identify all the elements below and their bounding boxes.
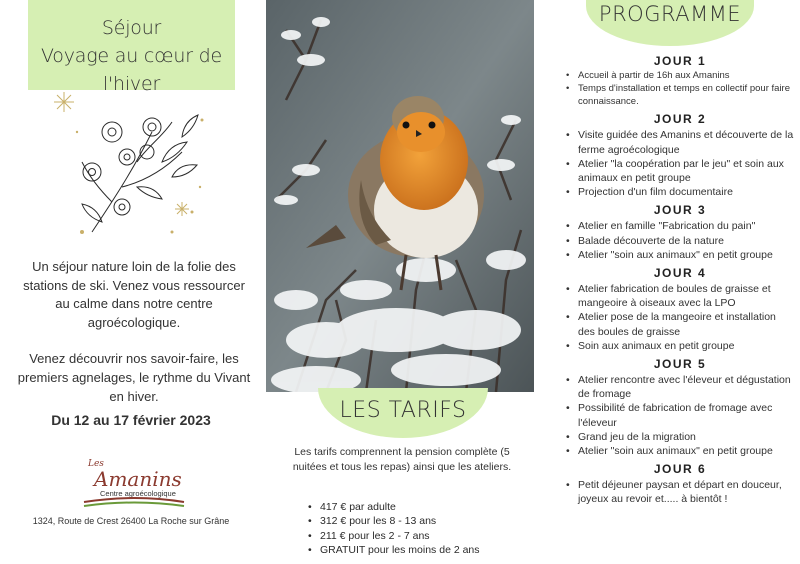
list-item: • Temps d'installation et temps en collectif pour faire connaissance. [566,83,794,109]
intro-text [16,258,252,406]
list-item: • Atelier "soin aux animaux" en petit groupe [566,444,794,458]
day-items [566,128,794,199]
day-items [566,219,794,262]
list-item: • Atelier fabrication de boules de graisse et mangeoire à oiseaux avec la LPO [566,282,794,310]
list-item: • Atelier "la coopération par le jeu" et soin aux animaux en petit groupe [566,157,794,185]
intro-paragraph-1: Un séjour nature loin de la folie des stations de ski. Venez vous ressourcer au calme dans notre centre agroécologique. [23,259,245,330]
list-item: • Atelier "soin aux animaux" en petit groupe [566,248,794,262]
day-heading: JOUR 4 [653,266,707,281]
list-item: • Petit déjeuner paysan et départ en douceur, joyeux au revoir et..... à bientôt ! [566,478,794,506]
programme-title: PROGRAMME [598,2,742,26]
day-items [566,373,794,458]
day-heading: JOUR 5 [653,357,707,372]
address-text: 1324, Route de Crest 26400 La Roche sur Grâne [32,516,230,526]
tarifs-intro: Les tarifs comprennent la pension complète (5 nuitées et tous les repas) ainsi que les ateliers. [292,446,512,473]
flower-illustration-icon [52,92,212,242]
title-line-2: Voyage au cœur de l'hiver [40,45,222,95]
list-item: • 211 € pour les 2 - 7 ans [308,529,528,543]
list-item: • Atelier pose de la mangeoire et installation des boules de graisse [566,310,794,338]
robin-photo [266,0,534,392]
svg-text:Centre agroécologique: Centre agroécologique [100,489,176,498]
programme-list [566,50,794,511]
intro-paragraph-2: Venez découvrir nos savoir-faire, les premiers agnelages, le rythme du Vivant en hiver. [17,351,251,404]
list-item: • Grand jeu de la migration [566,430,794,444]
dates-text: Du 12 au 17 février 2023 [51,412,211,428]
list-item: • 312 € pour les 8 - 13 ans [308,514,528,528]
svg-text:Amanins: Amanins [94,467,182,491]
left-panel [0,0,262,564]
tarifs-list [308,500,528,558]
list-item: • Atelier en famille "Fabrication du pain" [566,219,794,233]
title-box [28,0,235,95]
list-item: • Soin aux animaux en petit groupe [566,339,794,353]
day-items [566,478,794,506]
tarifs-title: LES TARIFS [339,398,467,423]
day-heading: JOUR 1 [653,54,707,68]
title-line-1: Séjour [101,17,162,39]
list-item: • Accueil à partir de 16h aux Amanins [566,70,794,83]
list-item: • Atelier rencontre avec l'éleveur et dégustation de fromage [566,373,794,401]
day-heading: JOUR 6 [653,462,707,477]
list-item: • Projection d'un film documentaire [566,185,794,199]
list-item: • GRATUIT pour les moins de 2 ans [308,543,528,557]
day-heading: JOUR 2 [653,112,707,127]
list-item: • Visite guidée des Amanins et découverte de la ferme agroécologique [566,128,794,156]
amanins-logo-icon [80,452,190,512]
day-heading: JOUR 3 [653,203,707,218]
list-item: • Possibilité de fabrication de fromage avec l'éleveur [566,401,794,429]
day-items [566,70,794,108]
list-item: • 417 € par adulte [308,500,528,514]
list-item: • Balade découverte de la nature [566,234,794,248]
day-items [566,282,794,353]
svg-text:Les: Les [88,459,104,469]
